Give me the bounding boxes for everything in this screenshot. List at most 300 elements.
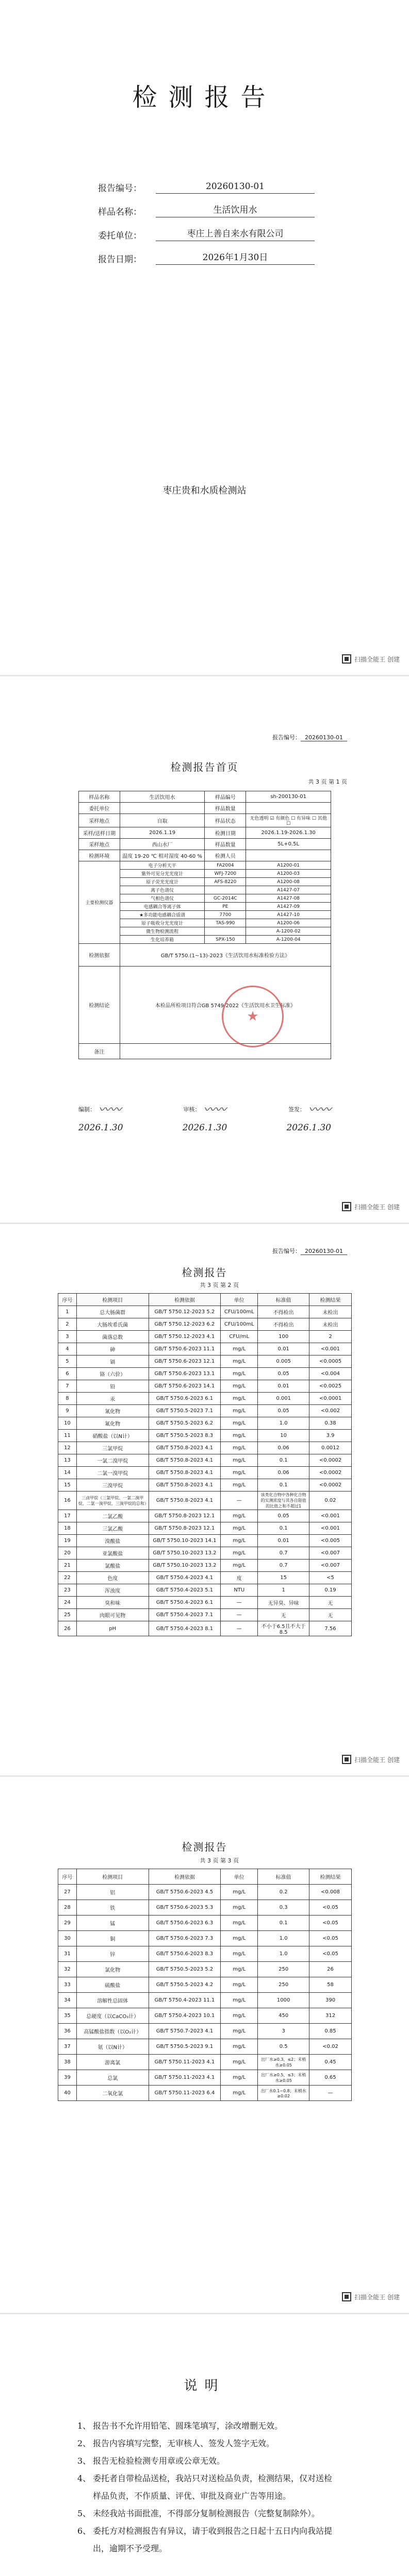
note-number: 4、: [77, 2473, 91, 2483]
page2-title: 检测报告: [182, 1266, 227, 1279]
cell: 35: [58, 2008, 77, 2024]
table-row: [58, 1900, 352, 1916]
cell: 7700: [205, 911, 246, 919]
cell: 样品状态: [205, 814, 246, 827]
list-item: [77, 2435, 335, 2452]
cell: 出厂水≥0.5，≤3；末梢水≥0.05: [258, 2070, 309, 2086]
cell: GB/T 5750.10-2023 13.2: [149, 1560, 221, 1572]
cell: 硝酸盐（以N计）: [76, 1430, 149, 1442]
cell: [246, 803, 331, 814]
cell: 0.06: [258, 1442, 309, 1454]
note-text: 报告内容填写完整，无审核人、签发人签字无效。: [93, 2438, 275, 2448]
cell: 39: [58, 2070, 77, 2086]
cell: <0.05: [309, 1900, 352, 1916]
list-item: [77, 2470, 335, 2505]
cell: 二氧化氯: [76, 2086, 149, 2101]
cell: <0.0001: [309, 1393, 352, 1405]
cell: 离子色谱仪: [120, 886, 205, 894]
cell: 未检出: [309, 1306, 352, 1318]
cell: 溶解性总固体: [76, 1993, 149, 2008]
cover-value: 20260130-01: [156, 181, 315, 194]
cell: FA2004: [205, 861, 246, 870]
qr-icon: [342, 1755, 351, 1764]
cell: mg/L: [221, 1946, 258, 1962]
cell: mg/L: [221, 1885, 258, 1900]
cell: [205, 927, 246, 936]
cell: <0.002: [309, 1405, 352, 1417]
compiler-signature: 〰〰: [99, 1104, 122, 1116]
cell: GB/T 5750.6-2023 7.3: [149, 1931, 221, 1946]
cell: <0.0002: [309, 1454, 352, 1467]
cell: 250: [258, 1977, 309, 1993]
table-row: [58, 2055, 352, 2070]
cell: PE: [205, 903, 246, 911]
cell: SPX-150: [205, 936, 246, 944]
cell: 溴酸盐: [76, 1535, 149, 1547]
cell: 二氯一溴甲烷: [76, 1467, 149, 1479]
table-row: [58, 1368, 352, 1380]
cover-org: 枣庄贵和水质检测站: [162, 485, 247, 496]
cell: 菌落总数: [76, 1331, 149, 1343]
cell: 25: [58, 1609, 77, 1621]
cell: —: [221, 1597, 258, 1609]
cell: 微生物检测流程: [120, 927, 205, 936]
cell: GC-2014C: [205, 894, 246, 903]
cell: 15: [258, 1572, 309, 1584]
cell: 0.7: [258, 1547, 309, 1560]
scan-watermark-text: 扫描全能王 创建: [354, 1203, 400, 1211]
table-row: [58, 1993, 352, 2008]
header-cell: 检测依据: [149, 1294, 221, 1306]
table-row: [58, 1492, 352, 1510]
cell: 0.2: [258, 1885, 309, 1900]
table-row: [58, 1318, 352, 1331]
cell: 西山水厂: [120, 839, 205, 850]
cell: 18: [58, 1522, 77, 1535]
cell: —: [221, 1609, 258, 1621]
cell: GB/T 5750.8-2023 4.1: [149, 1479, 221, 1492]
cell: 氯酸盐: [76, 1560, 149, 1572]
cell: mg/L: [221, 1916, 258, 1931]
cell: mg/L: [221, 1993, 258, 2008]
review-date: 2026.1.30: [182, 1123, 227, 1133]
table-row: [58, 1977, 352, 1993]
table-row: [79, 839, 331, 850]
cell: 无: [258, 1609, 309, 1621]
cell: 0.01: [258, 1343, 309, 1355]
cell: 三溴甲烷: [76, 1479, 149, 1492]
cell: 采样/送样日期: [79, 827, 120, 839]
results-page-3: [0, 1777, 409, 2313]
cell: 不小于6.5且不大于8.5: [258, 1621, 309, 1636]
cell: mg/L: [221, 1522, 258, 1535]
cell: 样品编号: [205, 791, 246, 803]
reviewer-label: 审核：: [183, 1106, 201, 1113]
cell: 不得检出: [258, 1318, 309, 1331]
note-text: 报告无检验检测专用章或公章无效。: [93, 2456, 225, 2466]
cell: 三卤甲烷（三氯甲烷、一氯二溴甲烷、二氯一溴甲烷、三溴甲烷的总和）: [76, 1492, 149, 1510]
cell: 312: [309, 2008, 352, 2024]
cell: 12: [58, 1442, 77, 1454]
cell: 锌: [76, 1946, 149, 1962]
cell: 8: [58, 1393, 77, 1405]
note-text: 委托者自带检品送检，我站只对送检品负责，检测结果，仅对送检样品负责，不作质量、评优、审批及商业广告等用途。: [93, 2473, 333, 2501]
cover-label: 委托单位：: [98, 231, 142, 241]
cover-row-client: [98, 217, 315, 241]
cell: 样品名称: [79, 791, 120, 803]
cell: mg/L: [221, 1355, 258, 1368]
header-cell: 标准值: [258, 1294, 309, 1306]
scan-watermark: [342, 1755, 400, 1764]
header-cell: 检测项目: [76, 1869, 149, 1885]
cell: 0.5: [258, 2039, 309, 2055]
cell: mg/L: [221, 1535, 258, 1547]
table-row: [58, 2039, 352, 2055]
cell: GB/T 5750.11-2023 4.1: [149, 2055, 221, 2070]
cell: 检测人员: [205, 850, 246, 861]
cell: <0.007: [309, 1547, 352, 1560]
date-row: [78, 1123, 331, 1133]
cell: 15: [58, 1479, 77, 1492]
page3-title: 检测报告: [182, 1841, 227, 1853]
cell: 100: [258, 1331, 309, 1343]
cell: 14: [58, 1467, 77, 1479]
header-cell: 检测结果: [309, 1294, 352, 1306]
approve-date: 2026.1.30: [286, 1123, 331, 1133]
cell: 10: [58, 1417, 77, 1430]
cell: GB/T 5750.4-2023 4.1: [149, 1572, 221, 1584]
cell: mg/L: [221, 1430, 258, 1442]
table-row: [58, 1597, 352, 1609]
cell: 生化培养箱: [120, 936, 205, 944]
cell: 1.0: [258, 1931, 309, 1946]
cell: GB/T 5750.5-2023 4.2: [149, 1977, 221, 1993]
cover-row-report-no: [98, 170, 315, 194]
cell: 铬（六价）: [76, 1368, 149, 1380]
cell: 电子分析天平: [120, 861, 205, 870]
cell: 22: [58, 1572, 77, 1584]
page3-page-number: 共 3 页 第 3 页: [200, 1857, 239, 1864]
cell: 250: [258, 1962, 309, 1977]
approver-block: [288, 1101, 331, 1117]
cell: mg/L: [221, 1368, 258, 1380]
cell: 1: [258, 1584, 309, 1597]
cell: 温度 19-20 ℃ 相对湿度 40-60 %: [120, 850, 205, 861]
cell: [205, 886, 246, 894]
note-number: 2、: [77, 2438, 91, 2448]
scan-watermark: [342, 1202, 400, 1211]
table-row: [58, 1306, 352, 1318]
cell: 总氯: [76, 2070, 149, 2086]
cell: 未检出: [309, 1318, 352, 1331]
approver-signature: 〰〰: [308, 1104, 331, 1116]
cell: 无: [309, 1609, 352, 1621]
cell: GB/T 5750.12-2023 5.2: [149, 1306, 221, 1318]
cell: 37: [58, 2039, 77, 2055]
cell: 采样地点: [79, 814, 120, 827]
cell: 游离氯: [76, 2055, 149, 2070]
results-table-2: [58, 1293, 352, 1636]
cover-row-date: [98, 241, 315, 265]
cell: 9: [58, 1405, 77, 1417]
cell: 0.38: [309, 1417, 352, 1430]
cell: 原子吸收分光光度计: [120, 919, 205, 927]
cell: 0.3: [258, 1900, 309, 1916]
cover-value: 2026年1月30日: [156, 250, 315, 265]
table-header: [58, 1294, 352, 1306]
cell: mg/L: [221, 1393, 258, 1405]
table-row: [58, 1510, 352, 1522]
cell: GB/T 5750.4-2023 5.1: [149, 1584, 221, 1597]
cell: <0.001: [309, 1343, 352, 1355]
cell: 17: [58, 1510, 77, 1522]
report-no-label: 报告编号：: [272, 734, 301, 741]
cell: 镉: [76, 1355, 149, 1368]
table-row: [58, 1584, 352, 1597]
table-row: [79, 944, 331, 967]
cell: —: [221, 1621, 258, 1636]
cell: 出厂水≥0.3，≤2；末梢水≥0.05: [258, 2055, 309, 2070]
cell: 0.01: [258, 1535, 309, 1547]
cell: 氨（以N计）: [76, 2039, 149, 2055]
conclusion-value: 本检品所检项目符合GB 5749-2022《生活饮用水卫生标准》: [120, 967, 331, 1044]
cell: 0.05: [258, 1405, 309, 1417]
cover-title: 检测报告: [132, 83, 277, 112]
cell: A-1200-02: [246, 927, 331, 936]
cell: 0.06: [258, 1467, 309, 1479]
cell: 30: [58, 1931, 77, 1946]
table-row: [79, 967, 331, 1044]
list-item: [77, 2452, 335, 2470]
cell: WFJ-7200: [205, 870, 246, 878]
cell: mg/L: [221, 2024, 258, 2039]
note-number: 3、: [77, 2456, 91, 2466]
cell: 0.45: [309, 2055, 352, 2070]
front-page-table: [78, 791, 331, 1059]
table-row: [58, 1393, 352, 1405]
cell: 0.1: [258, 1522, 309, 1535]
cell: 0.01: [258, 1380, 309, 1393]
cell: 0.65: [309, 2070, 352, 2086]
cell: <0.05: [309, 1946, 352, 1962]
cell: GB/T 5750.6-2023 14.1: [149, 1380, 221, 1393]
cell: A1427-07: [246, 886, 331, 894]
conclusion-label: 检测结论: [79, 967, 120, 1044]
cell: [120, 803, 205, 814]
cell: AFS-8220: [205, 878, 246, 886]
scan-watermark-text: 扫描全能王 创建: [354, 655, 400, 663]
cell: [246, 850, 331, 861]
cell: 浑浊度: [76, 1584, 149, 1597]
cell: <0.005: [309, 1535, 352, 1547]
cell: TAS-990: [205, 919, 246, 927]
cell: 3.9: [309, 1430, 352, 1442]
cell: mg/L: [221, 1479, 258, 1492]
cell: 委托单位: [79, 803, 120, 814]
cell: 34: [58, 1993, 77, 2008]
standard-label: 检测依据: [79, 944, 120, 967]
cell: 28: [58, 1900, 77, 1916]
cell: 氯化物: [76, 1962, 149, 1977]
cell: 无异臭、异味: [258, 1597, 309, 1609]
cell: <0.0025: [309, 1380, 352, 1393]
cell: 臭和味: [76, 1597, 149, 1609]
cell: 2026.1.19: [120, 827, 205, 839]
cell: 硫酸盐: [76, 1977, 149, 1993]
table-row: [58, 1885, 352, 1900]
cell: 原子荧光光度计: [120, 878, 205, 886]
cell: A1200-06: [246, 919, 331, 927]
approver-label: 签发：: [288, 1106, 305, 1113]
cell: GB/T 5750.4-2023 6.1: [149, 1597, 221, 1609]
cell: 1.0: [258, 1946, 309, 1962]
cell: 26: [58, 1621, 77, 1636]
cell: 3: [58, 1331, 77, 1343]
cell: 铅: [76, 1380, 149, 1393]
cell: 铝: [76, 1885, 149, 1900]
cell: A1427-08: [246, 894, 331, 903]
cell: <0.007: [309, 1560, 352, 1572]
header-cell: 序号: [58, 1869, 77, 1885]
cell: 0.05: [258, 1368, 309, 1380]
table-row: [58, 1547, 352, 1560]
cell: GB/T 5750.12-2023 4.1: [149, 1331, 221, 1343]
cell: GB/T 5750.8-2023 4.1: [149, 1492, 221, 1510]
cell: GB/T 5750.5-2023 6.2: [149, 1417, 221, 1430]
cell: 19: [58, 1535, 77, 1547]
cell: mg/L: [221, 1343, 258, 1355]
cell: NTU: [221, 1584, 258, 1597]
table-row: [79, 827, 331, 839]
cell: GB/T 5750.6-2023 11.1: [149, 1343, 221, 1355]
table-row: [79, 803, 331, 814]
cell: GB/T 5750.5-2023 5.2: [149, 1962, 221, 1977]
cell: 总硬度（以CaCO₃计）: [76, 2008, 149, 2024]
cell: A1427-09: [246, 903, 331, 911]
cell: 肉眼可见物: [76, 1609, 149, 1621]
report-no: [272, 733, 347, 741]
cell: GB/T 5750.10-2023 13.2: [149, 1547, 221, 1560]
remark-label: 备注: [79, 1044, 120, 1059]
table-row: [58, 2024, 352, 2039]
report-no-label: 报告编号：: [272, 1248, 301, 1255]
cell: 6: [58, 1368, 77, 1380]
cell: 13: [58, 1454, 77, 1467]
cell: 总大肠菌群: [76, 1306, 149, 1318]
note-number: 6、: [77, 2526, 91, 2536]
cell: 1000: [258, 1993, 309, 2008]
table-row: [58, 1535, 352, 1547]
table-row: [58, 1454, 352, 1467]
cell: 亚氯酸盐: [76, 1547, 149, 1560]
cell: mg/L: [221, 1405, 258, 1417]
table-row: [58, 2070, 352, 2086]
cell: 10: [258, 1430, 309, 1442]
cover-label: 报告日期：: [98, 255, 142, 265]
table-row: [58, 1355, 352, 1368]
cell: GB/T 5750.8-2023 12.1: [149, 1510, 221, 1522]
cell: 0.85: [309, 2024, 352, 2039]
cell: mg/L: [221, 2008, 258, 2024]
compile-date: 2026.1.30: [78, 1123, 123, 1133]
cover-value: 生活饮用水: [156, 202, 315, 217]
cell: 1: [58, 1306, 77, 1318]
notes-list: [77, 2417, 335, 2557]
cell: <0.0002: [309, 1479, 352, 1492]
cell: <5: [309, 1572, 352, 1584]
table-row: [58, 1621, 352, 1636]
table-row: [79, 1044, 331, 1059]
cell: mg/L: [221, 1510, 258, 1522]
cell: 三氯乙酸: [76, 1522, 149, 1535]
cell: 样品数量: [205, 803, 246, 814]
cell: <0.0005: [309, 1355, 352, 1368]
table-row: [58, 1343, 352, 1355]
cell: 2: [309, 1331, 352, 1343]
cell: mg/L: [221, 2039, 258, 2055]
cell: A1200-03: [246, 870, 331, 878]
cell: 31: [58, 1946, 77, 1962]
list-item: [77, 2417, 335, 2435]
results-page-2: [0, 1224, 409, 1775]
cell: mg/L: [221, 2086, 258, 2101]
cell: GB/T 5750.11-2023 6.4: [149, 2086, 221, 2101]
cell: mg/L: [221, 1900, 258, 1916]
cell: GB/T 5750.10-2023 14.1: [149, 1535, 221, 1547]
header-cell: 单位: [221, 1869, 258, 1885]
cell: GB/T 5750.6-2023 12.1: [149, 1355, 221, 1368]
cell: 二氯乙酸: [76, 1510, 149, 1522]
list-item: [77, 2505, 335, 2522]
official-seal: [222, 986, 284, 1047]
cell: 紫外可见分光光度计: [120, 870, 205, 878]
cell: 无: [309, 1597, 352, 1609]
table-header: [58, 1869, 352, 1885]
cell: 40: [58, 2086, 77, 2101]
cell: 7: [58, 1380, 77, 1393]
cover-page: [0, 0, 409, 675]
equipment-row: [79, 861, 331, 870]
cell: mg/L: [221, 1454, 258, 1467]
note-number: 1、: [77, 2421, 91, 2431]
cell: 砷: [76, 1343, 149, 1355]
cell: 高锰酸盐指数（以O₂计）: [76, 2024, 149, 2039]
cell: <0.001: [309, 1510, 352, 1522]
cell: GB/T 5750.8-2023 4.1: [149, 1442, 221, 1454]
table-row: [58, 1946, 352, 1962]
report-no-value: 20260130-01: [301, 1248, 347, 1255]
scan-watermark-text: 扫描全能王 创建: [354, 1756, 400, 1764]
cell: GB/T 5750.8-2023 4.1: [149, 1454, 221, 1467]
cell: ★多功能电感耦合质谱: [120, 911, 205, 919]
cell: 26: [309, 1962, 352, 1977]
page1-title: 检测报告首页: [170, 761, 239, 773]
header-cell: 标准值: [258, 1869, 309, 1885]
cell: GB/T 5750.12-2023 6.2: [149, 1318, 221, 1331]
header-cell: 检测项目: [76, 1294, 149, 1306]
table-row: [58, 2086, 352, 2101]
qr-icon: [342, 1202, 351, 1211]
cell: GB/T 5750.5-2023 8.3: [149, 1430, 221, 1442]
table-row: [79, 850, 331, 861]
note-text: 委托方对检测报告有异议，请于收到报告之日起十五日内向我站提出，逾期不予受理。: [93, 2526, 333, 2553]
cell: 33: [58, 1977, 77, 1993]
cell: mg/L: [221, 1931, 258, 1946]
scan-watermark: [342, 2292, 400, 2301]
cell: 大肠埃希氏菌: [76, 1318, 149, 1331]
cell: GB/T 5750.8-2023 4.1: [149, 1467, 221, 1479]
cell: <0.0002: [309, 1467, 352, 1479]
